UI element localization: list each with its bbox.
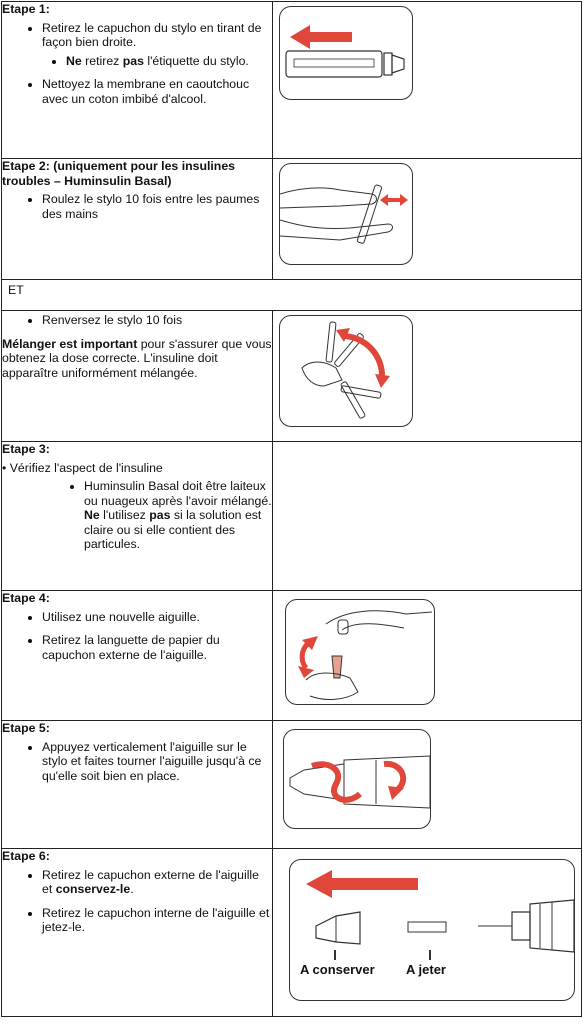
step-4-image-cell: [273, 591, 582, 721]
step-6-bullet-2: • Retirez le capuchon interne de l'aiguille et jetez-le.: [42, 906, 272, 935]
step-1-image-cell: [273, 2, 582, 159]
step-1-text: [2, 2, 273, 159]
step-2b-row: [2, 311, 582, 442]
label-throw: A jeter: [406, 962, 446, 977]
step-5-text: [2, 721, 273, 849]
step-5-row: [2, 721, 582, 849]
step-2b-paragraph: Mélanger est important pour s'assurer que vous obtenez la dose correcte. L'insuline doit apparaître uniformément mélangée.: [2, 336, 272, 380]
step-2b-bullet-1: • Renversez le stylo 10 fois: [42, 313, 272, 328]
step-3-subbullet: • Huminsulin Basal doit être laiteux ou nuageux après l'avoir mélangé. Ne l'utilisez pas si la solution est claire ou si elle contient des particules.: [84, 479, 272, 552]
step-6-image-cell: [273, 849, 582, 1017]
step-4-row: [2, 591, 582, 721]
step-5-bullet-1: • Appuyez verticalement l'aiguille sur le stylo et faites tourner l'aiguille jusqu'à ce qu'elle soit bien en place.: [42, 740, 272, 784]
step-1-title: Etape 1:: [2, 2, 50, 16]
step-2b-image-cell: [273, 311, 582, 442]
step-2-bullet-1: • Roulez le stylo 10 fois entre les paumes des mains: [42, 192, 272, 221]
step-3-bullet-1: • Vérifiez l'aspect de l'insuline: [2, 460, 163, 475]
step-5-image-cell: [273, 721, 582, 849]
rolling-pen-illustration: [279, 163, 413, 265]
step-2-title: Etape 2: (uniquement pour les insulines troubles – Huminsulin Basal): [2, 159, 235, 188]
needle-caps-illustration: [289, 859, 575, 1001]
step-1-bullet-2: • Nettoyez la membrane en caoutchouc avec un coton imbibé d'alcool.: [42, 77, 272, 106]
step-4-bullet-2: • Retirez la languette de papier du capuchon externe de l'aiguille.: [42, 633, 272, 662]
step-4-title: Etape 4:: [2, 591, 50, 605]
step-4-text: [2, 591, 273, 721]
pen-cap-removal-illustration: [279, 6, 413, 100]
inverting-pen-illustration: [279, 315, 413, 427]
et-label: ET: [2, 280, 582, 311]
step-2b-text: [2, 311, 273, 442]
step-2-row: [2, 159, 582, 280]
step-6-title: Etape 6:: [2, 849, 50, 863]
step-1-bullet-1: • Retirez le capuchon du stylo en tirant de façon bien droite. • Ne retirez pas l'étiquette du stylo.: [42, 21, 272, 69]
step-2-image-cell: [273, 159, 582, 280]
needle-tab-illustration: [285, 599, 435, 705]
step-3-row: [2, 442, 582, 591]
step-5-title: Etape 5:: [2, 721, 50, 735]
step-4-bullet-1: • Utilisez une nouvelle aiguille.: [42, 610, 272, 625]
needle-attach-illustration: [283, 729, 431, 829]
step-3-text: [2, 442, 273, 591]
label-keep: A conserver: [300, 962, 375, 977]
step-1-row: [2, 2, 582, 159]
step-3-image-cell: [273, 442, 582, 591]
step-6-bullet-1: • Retirez le capuchon externe de l'aiguille et conservez-le.: [42, 868, 272, 897]
step-6-text: [2, 849, 273, 1017]
step-3-title: Etape 3:: [2, 442, 50, 456]
instruction-steps-table: [1, 1, 582, 1017]
step-2-text: [2, 159, 273, 280]
step-6-row: [2, 849, 582, 1017]
et-row: [2, 280, 582, 311]
step-1-subbullet: • Ne retirez pas l'étiquette du stylo.: [66, 54, 272, 69]
